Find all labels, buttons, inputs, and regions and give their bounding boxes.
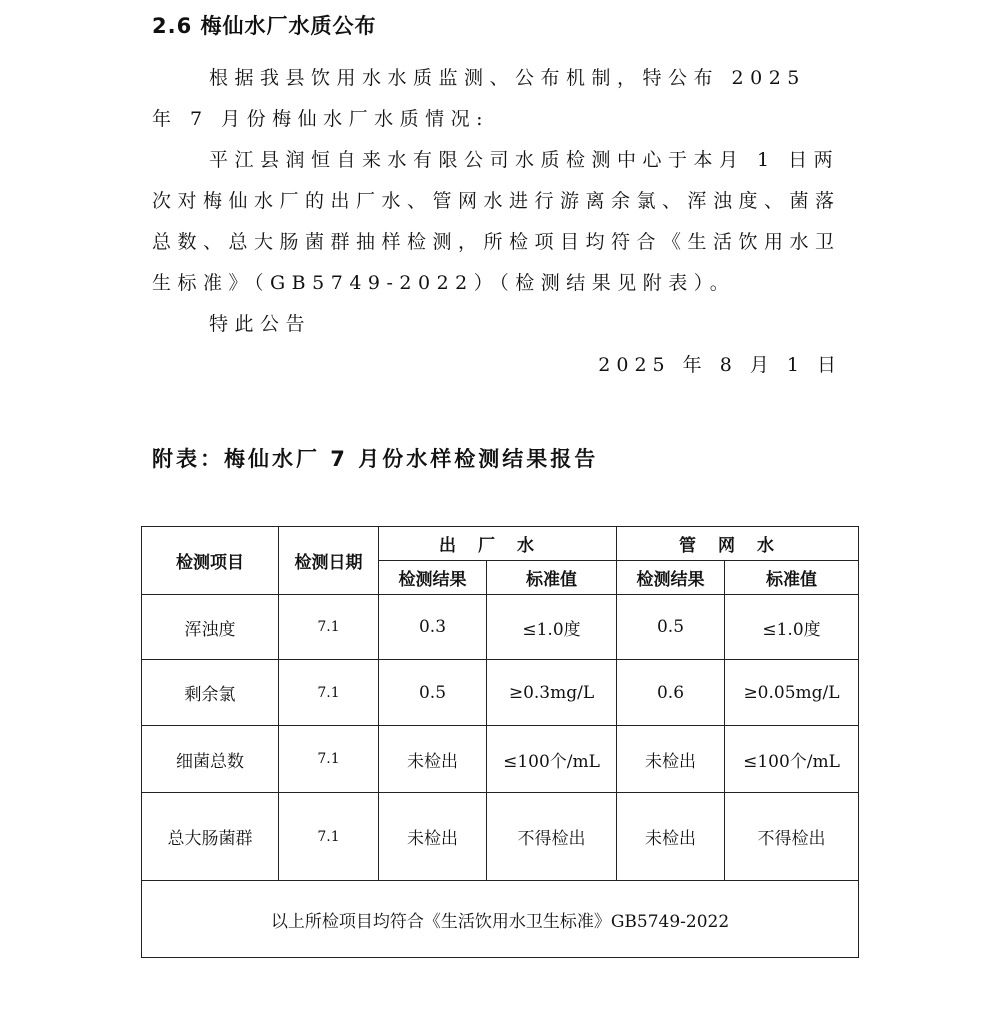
- cell-factory-result: 未检出: [379, 793, 487, 881]
- header-factory-result: 检测结果: [379, 561, 487, 595]
- cell-factory-standard: ≤1.0度: [487, 595, 617, 660]
- cell-date: 7.1: [279, 793, 379, 881]
- cell-date: 7.1: [279, 595, 379, 660]
- cell-item: 剩余氯: [142, 660, 279, 726]
- table-footnote: 以上所检项目均符合《生活饮用水卫生标准》GB5749-2022: [142, 881, 859, 958]
- cell-item: 浑浊度: [142, 595, 279, 660]
- section-title: 2.6 梅仙水厂水质公布: [152, 14, 377, 38]
- notice-closing: 特此公告: [209, 313, 312, 335]
- cell-network-standard: ≤1.0度: [725, 595, 859, 660]
- header-factory-water: 出厂水: [379, 527, 617, 561]
- cell-factory-standard: ≥0.3mg/L: [487, 660, 617, 726]
- cell-factory-result: 未检出: [379, 726, 487, 793]
- header-item: 检测项目: [142, 527, 279, 595]
- table-footnote-row: [142, 881, 859, 958]
- header-network-water: 管网水: [617, 527, 859, 561]
- cell-item: 总大肠菌群: [142, 793, 279, 881]
- header-network-standard: 标准值: [725, 561, 859, 595]
- table-header-row: [142, 527, 859, 561]
- cell-factory-result: 0.3: [379, 595, 487, 660]
- table-row: [142, 660, 859, 726]
- header-date: 检测日期: [279, 527, 379, 595]
- cell-item: 细菌总数: [142, 726, 279, 793]
- cell-factory-standard: 不得检出: [487, 793, 617, 881]
- notice-body: [152, 58, 842, 386]
- notice-date: 2025 年 8 月 1 日: [598, 354, 842, 376]
- cell-network-result: 0.6: [617, 660, 725, 726]
- table-row: [142, 793, 859, 881]
- notice-paragraph-intro: 根据我县饮用水水质监测、公布机制，特公布 2025 年 7 月份梅仙水厂水质情况:: [152, 67, 806, 130]
- header-network-result: 检测结果: [617, 561, 725, 595]
- table-row: [142, 595, 859, 660]
- cell-network-standard: 不得检出: [725, 793, 859, 881]
- annex-title: 附表：梅仙水厂 7 月份水样检测结果报告: [152, 447, 599, 471]
- water-quality-table: [141, 526, 859, 958]
- notice-paragraph-detail: 平江县润恒自来水有限公司水质检测中心于本月 1 日两次对梅仙水厂的出厂水、管网水进行游离余氯、浑浊度、菌落总数、总大肠菌群抽样检测，所检项目均符合《生活饮用水卫生标准》（GB5749-2022）（检测结果见附表）。: [152, 149, 841, 294]
- cell-network-result: 未检出: [617, 726, 725, 793]
- cell-network-standard: ≥0.05mg/L: [725, 660, 859, 726]
- cell-date: 7.1: [279, 726, 379, 793]
- cell-date: 7.1: [279, 660, 379, 726]
- header-factory-standard: 标准值: [487, 561, 617, 595]
- cell-network-standard: ≤100个/mL: [725, 726, 859, 793]
- cell-network-result: 0.5: [617, 595, 725, 660]
- table-row: [142, 726, 859, 793]
- cell-network-result: 未检出: [617, 793, 725, 881]
- cell-factory-standard: ≤100个/mL: [487, 726, 617, 793]
- cell-factory-result: 0.5: [379, 660, 487, 726]
